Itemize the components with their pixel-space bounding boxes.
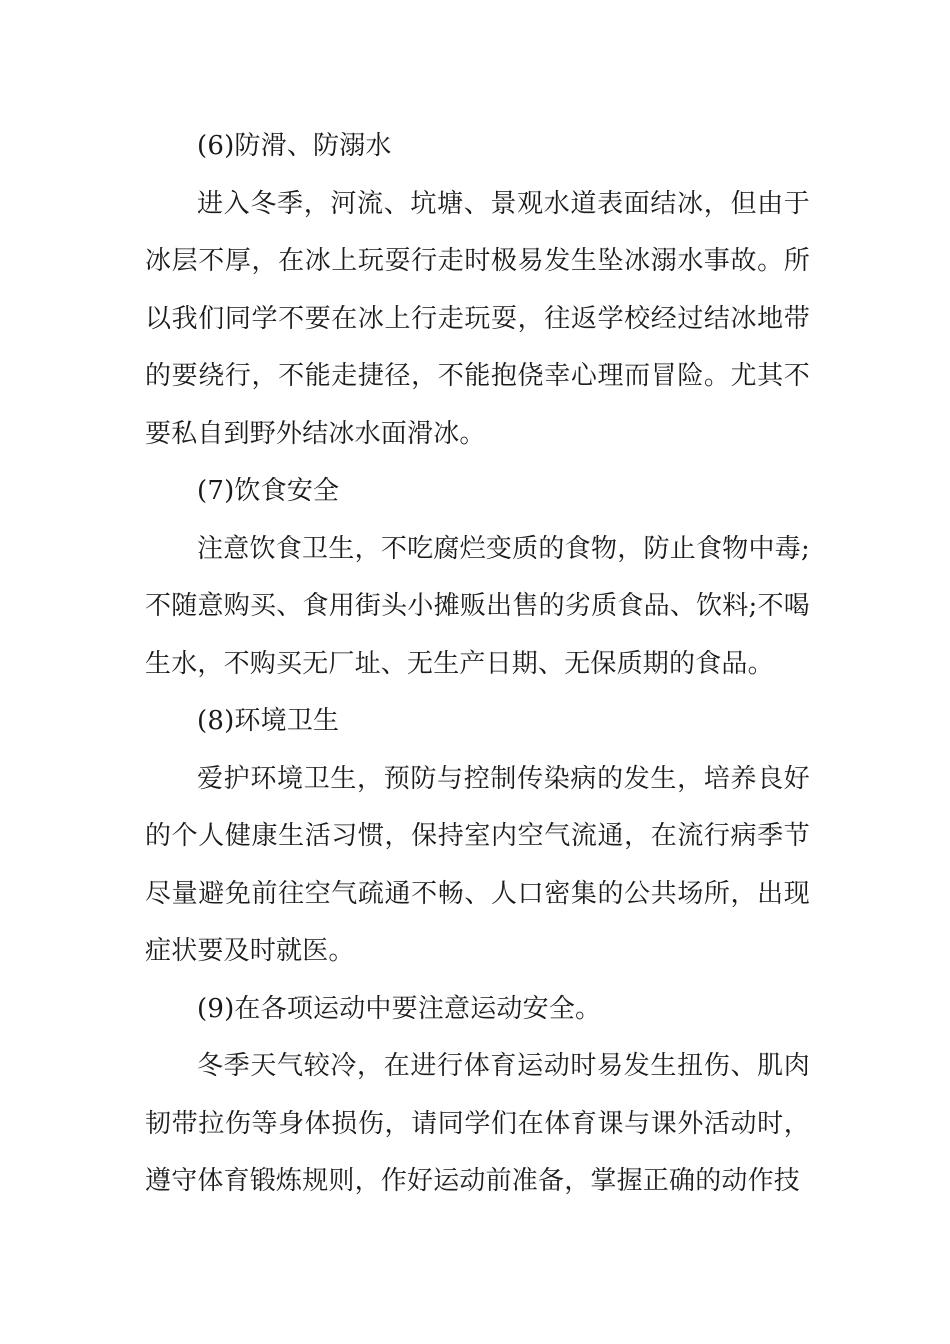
section-heading-9: (9)在各项运动中要注意运动安全。 [197,993,602,1024]
document-body [145,118,810,1211]
section-heading-8: (8)环境卫生 [197,706,340,736]
section-body-7: 注意饮食卫生，不吃腐烂变质的食物，防止食物中毒;不随意购买、食用街头小摊贩出售的劣质食品、饮料;不喝生水，不购买无厂址、无生产日期、无保质期的食品。 [145,533,810,679]
section-body-8: 爱护环境卫生，预防与控制传染病的发生，培养良好的个人健康生活习惯，保持室内空气流通，在流行病季节尽量避免前往空气疏通不畅、人口密集的公共场所，出现症状要及时就医。 [145,763,810,966]
section-body-6: 进入冬季，河流、坑塘、景观水道表面结冰，但由于冰层不厚，在冰上玩耍行走时极易发生坠冰溺水事故。所以我们同学不要在冰上行走玩耍，往返学校经过结冰地带的要绕行，不能走捷径，不能抱侥幸心理而冒险。尤其不要私自到野外结冰水面滑冰。 [145,188,810,449]
section-heading-7: (7)饮食安全 [197,476,340,506]
section-body-9: 冬季天气较冷，在进行体育运动时易发生扭伤、肌肉韧带拉伤等身体损伤，请同学们在体育课与课外活动时，遵守体育锻炼规则，作好运动前准备，掌握正确的动作技 [145,1051,810,1196]
section-heading-6: (6)防滑、防溺水 [197,131,392,161]
